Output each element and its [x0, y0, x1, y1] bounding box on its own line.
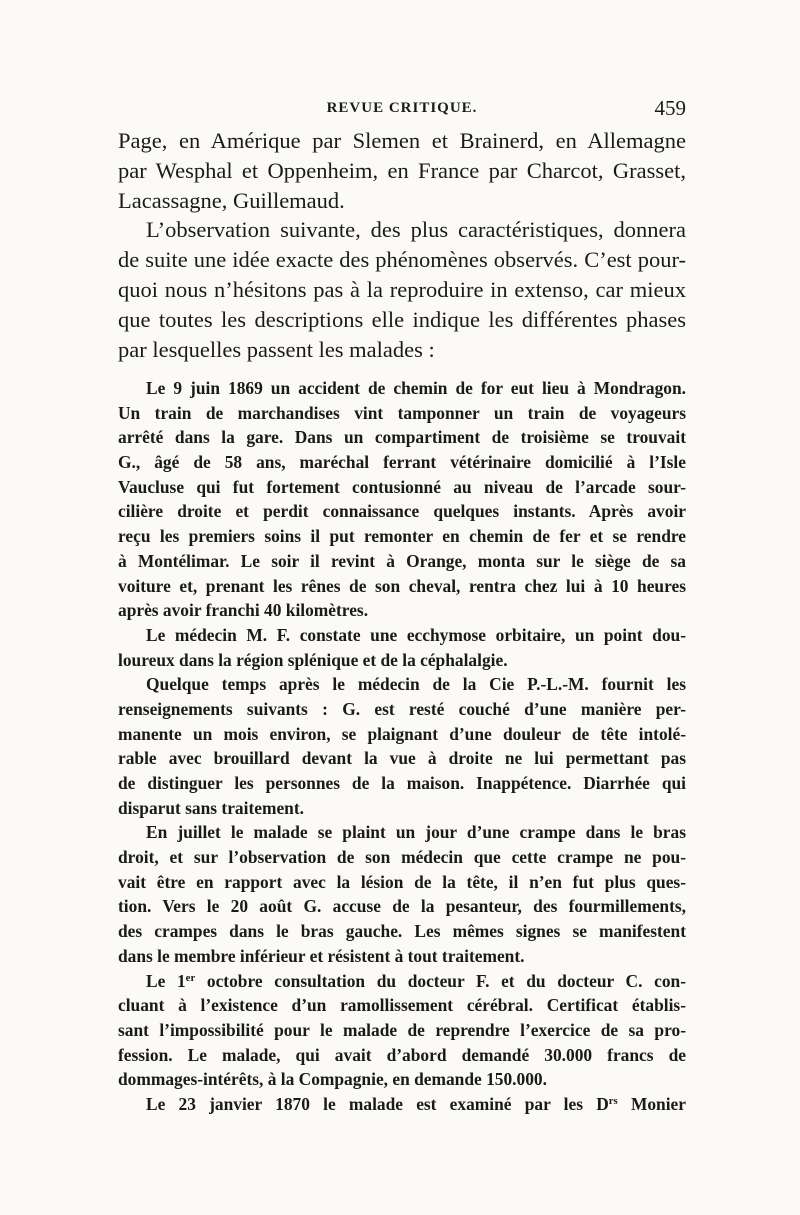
text-line: Page, en Amérique par Slemen et Brainerd, en Allemagne	[118, 128, 686, 153]
text-line: Le 1er octobre consultation du docteur F. et du docteur C. con-	[146, 970, 686, 991]
text-line: Lacassagne, Guillemaud.	[118, 187, 345, 213]
text-line: L’observation suivante, des plus caractéristiques, donnera	[146, 217, 686, 243]
text-line: cilière droite et perdit connaissance quelques instants. Après avoir	[118, 501, 686, 522]
text-line: Le 9 juin 1869 un accident de chemin de for eut lieu à Mondragon.	[146, 378, 686, 398]
text-line: par lesquelles passent les malades :	[118, 336, 435, 362]
text-line: voiture et, prenant les rênes de son cheval, rentra chez lui à 10 heures	[118, 575, 686, 596]
text-line: de suite une idée exacte des phénomènes observés. C’est pour-	[118, 247, 686, 273]
text-line: Le médecin M. F. constate une ecchymose orbitaire, un point dou-	[146, 624, 686, 645]
text-line: dans le membre inférieur et résistent à tout traitement.	[118, 945, 525, 966]
text-line: reçu les premiers soins il put remonter en chemin de fer et se rendre	[118, 526, 686, 547]
text-line: renseignements suivants : G. est resté couché d’une manière per-	[118, 698, 686, 719]
text-line: G., âgé de 58 ans, maréchal ferrant vétérinaire domicilié à l’Isle	[118, 452, 686, 473]
intro-paragraphs	[118, 126, 686, 364]
text-line: dommages-intérêts, à la Compagnie, en demande 150.000.	[118, 1069, 547, 1090]
page-number: 459	[654, 96, 686, 120]
text-line: à Montélimar. Le soir il revint à Orange, monta sur le siège de sa	[118, 550, 686, 571]
text-line: En juillet le malade se plaint un jour d’une crampe dans le bras	[146, 822, 686, 843]
text-line: tion. Vers le 20 août G. accuse de la pesanteur, des fourmillements,	[118, 896, 686, 917]
text-line: sant l’impossibilité pour le malade de reprendre l’exercice de sa pro-	[118, 1019, 686, 1040]
text-line: quoi nous n’hésitons pas à la reproduire in extenso, car mieux	[118, 276, 686, 302]
text-line: rable avec brouillard devant la vue à droite ne lui permettant pas	[118, 748, 686, 769]
text-line: disparut sans traitement.	[118, 797, 304, 818]
text-line: par Wesphal et Oppenheim, en France par Charcot, Grasset,	[118, 157, 686, 183]
text-line: Vaucluse qui fut fortement contusionné au niveau de l’arcade sour-	[118, 476, 686, 497]
text-line: loureux dans la région splénique et de la céphalalgie.	[118, 649, 508, 670]
text-line: manente un mois environ, se plaignant d’une douleur de tête intolé-	[118, 723, 686, 744]
text-line: après avoir franchi 40 kilomètres.	[118, 600, 369, 621]
text-line: droit, et sur l’observation de son médecin que cette crampe ne pou-	[118, 847, 686, 868]
text-line: Un train de marchandises vint tamponner un train de voyageurs	[118, 402, 686, 423]
text-line: fession. Le malade, qui avait d’abord demandé 30.000 francs de	[118, 1044, 686, 1065]
text-line: arrêté dans la gare. Dans un compartiment de troisième se trouvait	[118, 427, 686, 448]
running-title: REVUE CRITIQUE.	[326, 100, 478, 116]
text-line: de distinguer les personnes de la maison. Inappétence. Diarrhée qui	[118, 773, 686, 793]
text-line: Quelque temps après le médecin de la Cie P.-L.-M. fournit les	[146, 674, 686, 695]
text-line: vait être en rapport avec la lésion de la tête, il n’en fut plus ques-	[118, 871, 686, 892]
text-line: des crampes dans le bras gauche. Les mêmes signes se manifestent	[118, 921, 686, 942]
case-observation	[118, 376, 686, 1117]
text-line: Le 23 janvier 1870 le malade est examiné par les $D^{rs}$ Monier	[146, 1093, 686, 1114]
running-header	[118, 96, 686, 124]
text-line: cluant à l’existence d’un ramollissement cérébral. Certificat établis-	[118, 995, 686, 1016]
text-line: que toutes les descriptions elle indique les différentes phases	[118, 306, 686, 332]
